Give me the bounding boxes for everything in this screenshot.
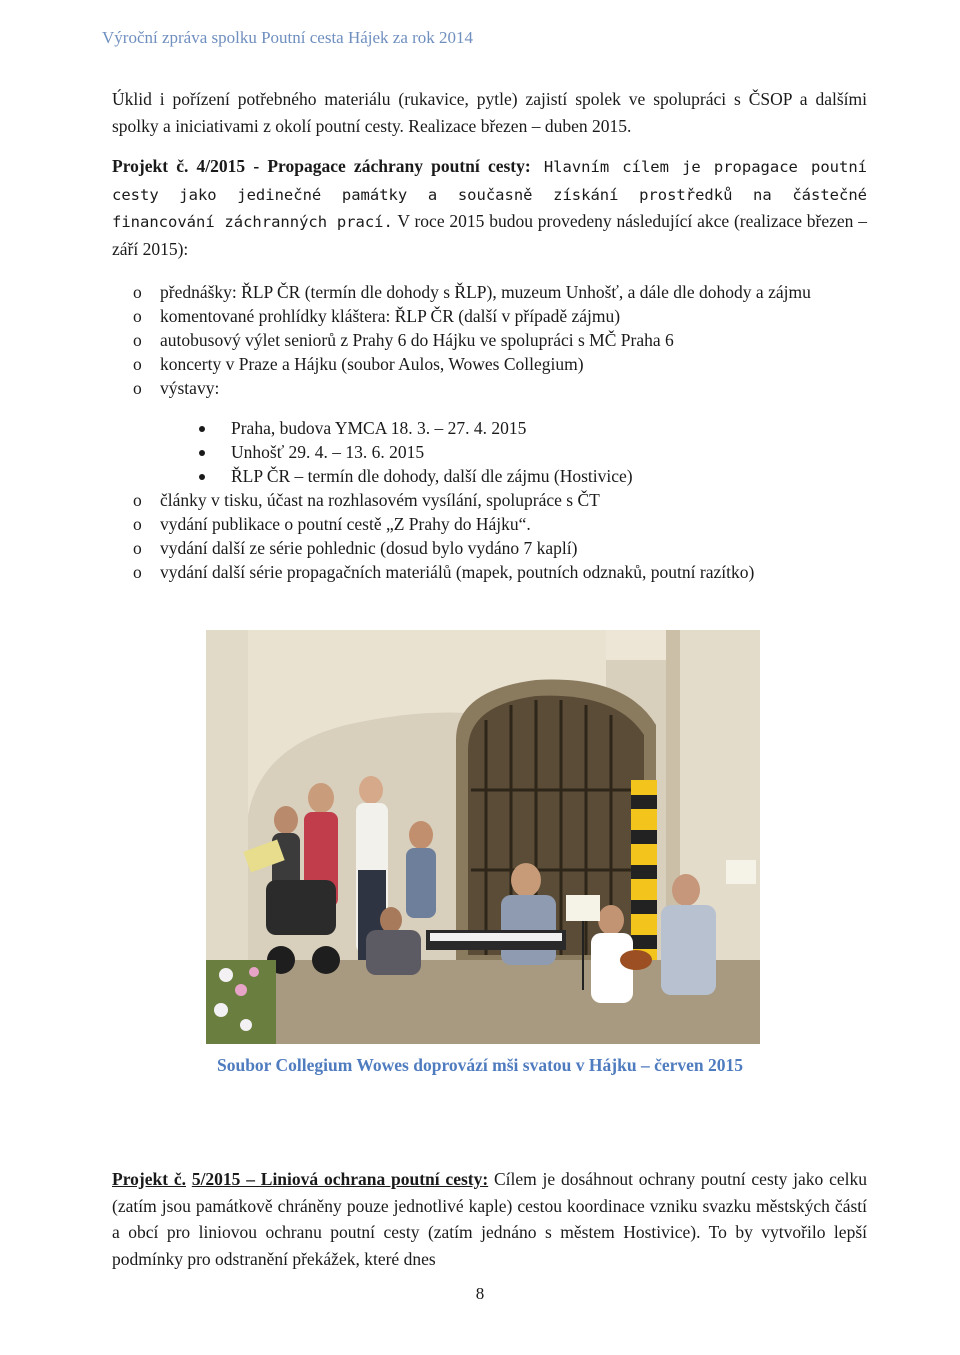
list-item (112, 488, 867, 512)
list-marker: o (133, 514, 142, 534)
activities-list-continued (112, 488, 867, 584)
activities-list (112, 280, 867, 400)
bullet-icon (199, 426, 205, 432)
list-item (112, 560, 867, 584)
concert-photo-illustration (206, 630, 760, 1044)
project5-label: Projekt č. (112, 1169, 186, 1189)
list-item (112, 280, 867, 304)
list-marker: o (133, 306, 142, 326)
project5-paragraph (112, 1166, 867, 1272)
concert-photo (206, 630, 760, 1044)
list-marker: o (133, 282, 142, 302)
list-marker: o (133, 538, 142, 558)
bullet-icon (199, 474, 205, 480)
sublist-item (112, 416, 867, 440)
project5-text: Cílem je dosáhnout ochrany poutní cesty jako celku (zatím jsou památkově chráněny pouze jednotlivé kaple) cestou koordinace vzniku svazku městských částí a obcí pro liniovou ochranu poutní cesty (zatím jednáno s městem Hostivice). To by vytvořilo lepší podmínky pro odstranění překážek, které dnes (112, 1169, 867, 1269)
sublist-item (112, 440, 867, 464)
list-marker: o (133, 562, 142, 582)
list-item-text: vydání další série propagačních materiálů (mapek, poutních odznaků, poutní razítko) (160, 562, 755, 582)
list-marker: o (133, 330, 142, 350)
list-item-text: koncerty v Praze a Hájku (soubor Aulos, Wowes Collegium) (160, 354, 584, 374)
list-item (112, 512, 867, 536)
sublist-item (112, 464, 867, 488)
project4-text-mono: Hlavním cílem je propagace poutní cesty jako jedinečné památky a současně získání prostředků na částečné financování záchranných prací. (112, 158, 868, 231)
list-marker: o (133, 378, 142, 398)
running-header: Výroční zpráva spolku Poutní cesta Hájek za rok 2014 (102, 28, 474, 47)
list-item-text: výstavy: (160, 378, 220, 398)
exhibitions-sublist (112, 416, 867, 488)
photo-caption: Soubor Collegium Wowes doprovází mši svatou v Hájku – červen 2015 (216, 1055, 743, 1075)
list-item-text: vydání publikace o poutní cestě „Z Prahy do Hájku“. (160, 514, 531, 534)
intro-paragraph: Úklid i pořízení potřebného materiálu (rukavice, pytle) zajistí spolek ve spolupráci s ČSOP a dalšími spolky a iniciativami z okolí poutní cesty. Realizace březen – duben 2015. (112, 89, 867, 136)
project4-label: Projekt č. 4/2015 - Propagace záchrany poutní cesty: (112, 156, 531, 176)
project5-section (112, 1166, 867, 1272)
page-content (112, 86, 867, 600)
list-marker: o (133, 354, 142, 374)
bullet-icon (199, 450, 205, 456)
sublist-item-text: ŘLP ČR – termín dle dohody, další dle zájmu (Hostivice) (231, 466, 633, 486)
sublist-item-text: Unhošť 29. 4. – 13. 6. 2015 (231, 442, 425, 462)
list-item (112, 376, 867, 400)
list-item (112, 328, 867, 352)
list-item (112, 536, 867, 560)
project5-name: 5/2015 – Liniová ochrana poutní cesty: (191, 1169, 489, 1189)
project4-paragraph (112, 153, 867, 262)
list-item-text: články v tisku, účast na rozhlasovém vysílání, spolupráce s ČT (160, 490, 600, 510)
page-number: 8 (475, 1284, 485, 1303)
list-item-text: přednášky: ŘLP ČR (termín dle dohody s ŘLP), muzeum Unhošť, a dále dle dohody a zájmu (160, 282, 811, 302)
project4-text: V roce 2015 budou provedeny následující akce (realizace březen – září 2015): (112, 211, 867, 259)
list-marker: o (133, 490, 142, 510)
list-item (112, 304, 867, 328)
list-item-text: autobusový výlet seniorů z Prahy 6 do Hájku ve spolupráci s MČ Praha 6 (160, 330, 674, 350)
sublist-item-text: Praha, budova YMCA 18. 3. – 27. 4. 2015 (231, 418, 527, 438)
list-item-text: komentované prohlídky kláštera: ŘLP ČR (další v případě zájmu) (160, 306, 621, 326)
list-item (112, 352, 867, 376)
list-item-text: vydání další ze série pohlednic (dosud bylo vydáno 7 kaplí) (160, 538, 578, 558)
